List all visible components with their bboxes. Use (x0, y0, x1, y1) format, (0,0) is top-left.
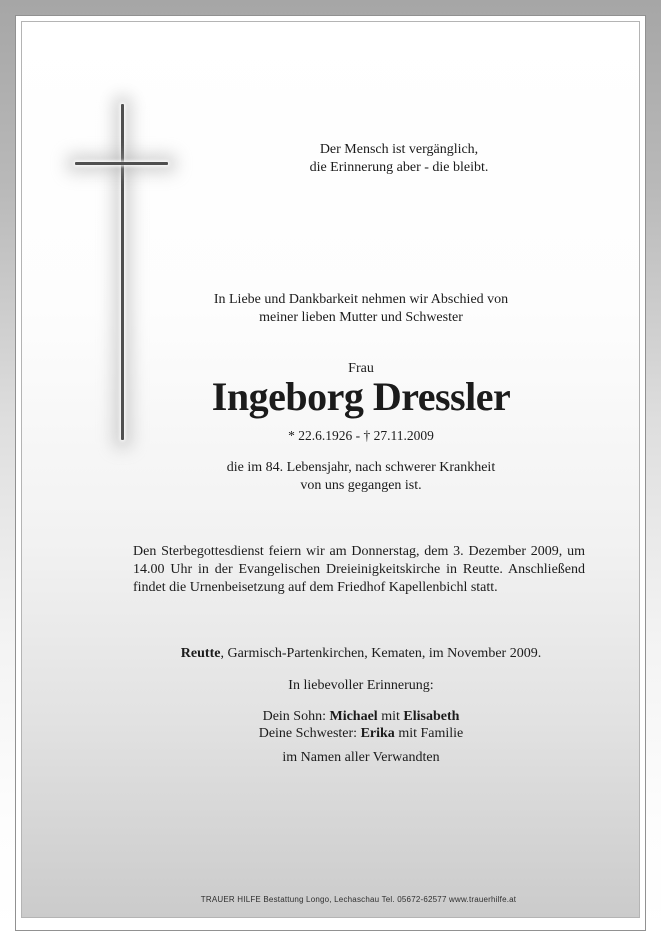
farewell-intro-line-1: In Liebe und Dankbarkeit nehmen wir Abschied von (213, 292, 509, 307)
sister-name: Erika (360, 726, 395, 741)
place-name-bold: Reutte (180, 646, 221, 661)
son-connector: mit (377, 709, 404, 724)
farewell-intro (101, 291, 621, 327)
age-note-line-1: die im 84. Lebensjahr, nach schwerer Krankheit (226, 460, 496, 475)
memory-heading: In liebevoller Erinnerung: (288, 678, 434, 693)
closing-line: im Namen aller Verwandten (282, 750, 440, 765)
son-label: Dein Sohn: (262, 709, 330, 724)
sister-rest: mit Familie (394, 726, 464, 741)
birth-death-dates: * 22.6.1926 - † 27.11.2009 (288, 428, 434, 443)
service-paragraph: Den Sterbegottesdienst feiern wir am Donnerstag, dem 3. Dezember 2009, um 14.00 Uhr in der Evangelischen Dreieinigkeitskirche in Reutte. Anschließend findet die Urnenbeisetzung auf dem Friedhof Kapellenbichl statt. (133, 544, 585, 595)
epigraph-line-2: die Erinnerung aber - die bleibt. (309, 160, 489, 175)
mourner-sister-line (101, 726, 621, 742)
salutation: Frau (348, 361, 374, 376)
cross-horizontal-bar (75, 162, 168, 165)
son-name: Michael (329, 709, 378, 724)
age-note (101, 459, 621, 495)
obituary-card (21, 21, 640, 918)
places-rest: , Garmisch-Partenkirchen, Kematen, im November 2009. (220, 646, 542, 661)
epigraph-quote (249, 141, 549, 177)
places-date-line (101, 646, 621, 662)
funeral-home-footer: TRAUER HILFE Bestattung Longo, Lechaschau Tel. 05672-62577 www.trauerhilfe.at (200, 895, 517, 904)
age-note-line-2: von uns gegangen ist. (300, 478, 422, 493)
epigraph-line-1: Der Mensch ist vergänglich, (319, 142, 479, 157)
mourner-son-line (101, 709, 621, 725)
sister-label: Deine Schwester: (258, 726, 361, 741)
deceased-name: Ingeborg Dressler (211, 374, 511, 419)
farewell-intro-line-2: meiner lieben Mutter und Schwester (259, 310, 463, 325)
son-partner-name: Elisabeth (403, 709, 460, 724)
